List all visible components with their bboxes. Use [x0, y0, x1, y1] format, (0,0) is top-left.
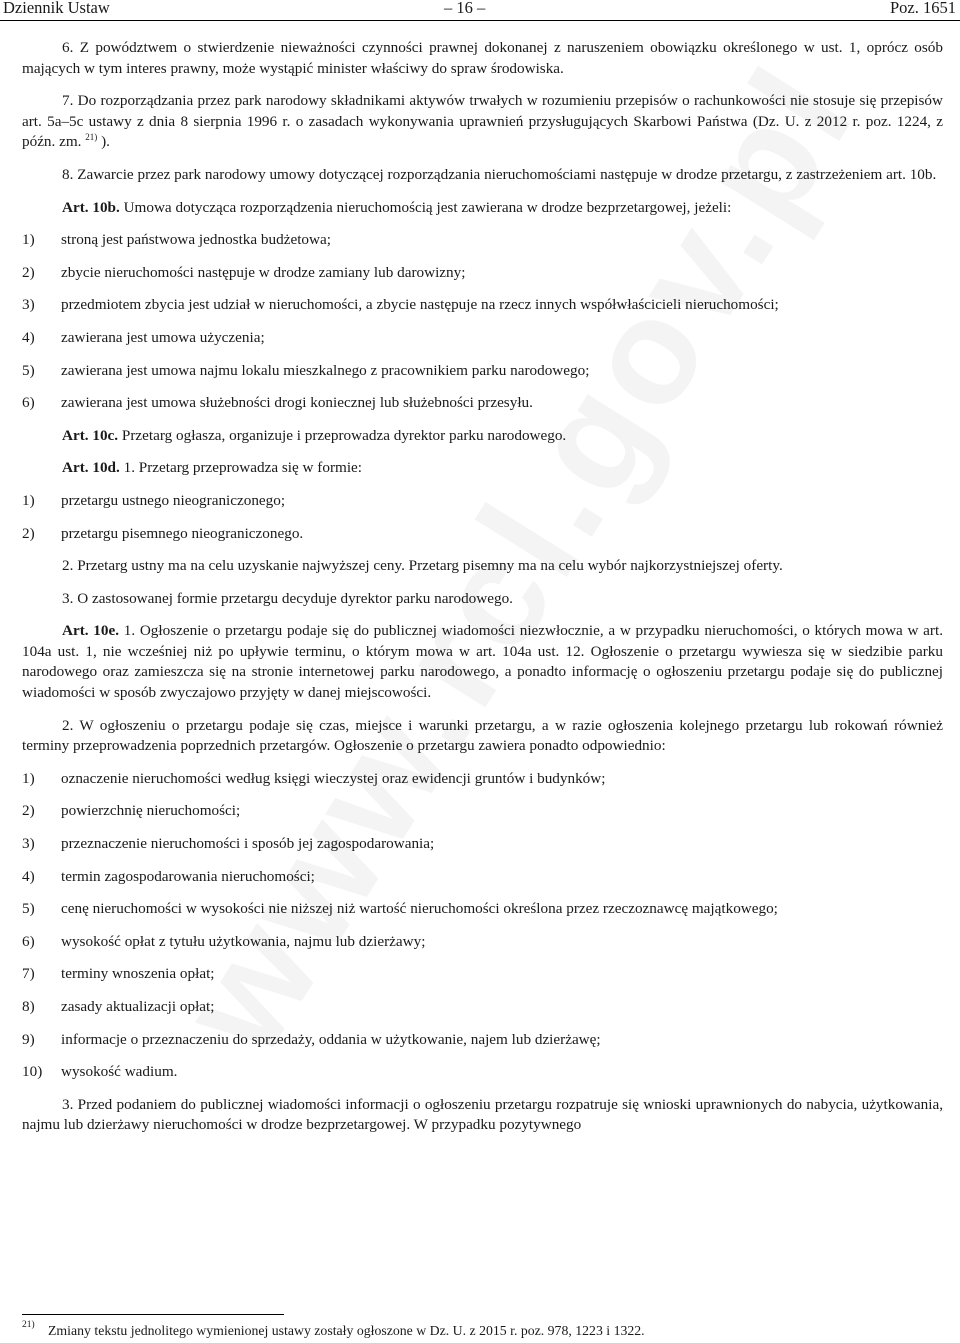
- footnote-text: Zmiany tekstu jednolitego wymienionej ustawy zostały ogłoszone w Dz. U. z 2015 r. poz. 978, 1223 i 1322.: [48, 1323, 645, 1338]
- list-item-text: zawierana jest umowa najmu lokalu mieszkalnego z pracownikiem parku narodowego;: [61, 361, 590, 379]
- list-item: [22, 393, 943, 414]
- page-number: – 16 –: [444, 0, 486, 17]
- article-10c: Art. 10c. Przetarg ogłasza, organizuje i przeprowadza dyrektor parku narodowego.: [62, 426, 567, 444]
- list-item-text: cenę nieruchomości w wysokości nie niższej niż wartość nieruchomości określona przez rzeczoznawcę majątkowego;: [61, 900, 778, 918]
- list-item: [22, 361, 943, 382]
- list-item-text: terminy wnoszenia opłat;: [61, 965, 215, 983]
- list-item: [22, 328, 943, 349]
- paragraph-8: 8. Zawarcie przez park narodowy umowy dotyczącej rozporządzania nieruchomościami następuje w drodze przetargu, z zastrzeżeniem art. 10b.: [62, 165, 937, 183]
- list-item-text: oznaczenie nieruchomości według księgi wieczystej oraz ewidencji gruntów i budynków;: [61, 769, 606, 787]
- list-item-text: informacje o przeznaczeniu do sprzedaży, oddania w użytkowanie, najem lub dzierżawę;: [61, 1030, 601, 1048]
- position-number: Poz. 1651: [890, 0, 956, 17]
- list-item-text: wysokość opłat z tytułu użytkowania, najmu lub dzierżawy;: [61, 932, 426, 950]
- list-item: [22, 834, 943, 855]
- article-label: Art. 10b.: [62, 198, 120, 216]
- list-item-number: 4): [22, 328, 35, 346]
- list-item-text: przeznaczenie nieruchomości i sposób jej zagospodarowania;: [61, 835, 435, 853]
- article-label: Art. 10e.: [62, 622, 120, 640]
- list-item-text: powierzchnię nieruchomości;: [61, 802, 241, 820]
- list-item-number: 1): [22, 491, 35, 509]
- article-10d-par-3: 3. O zastosowanej formie przetargu decyduje dyrektor parku narodowego.: [62, 589, 513, 607]
- list-item: [22, 524, 943, 545]
- list-item: [22, 491, 943, 512]
- list-item-number: 2): [22, 263, 35, 281]
- list-item-number: 5): [22, 900, 35, 918]
- article-10e: Art. 10e. 1. Ogłoszenie o przetargu podaje się do publicznej wiadomości niezwłocznie, a w przypadku nieruchomości, o których mowa w art. 104a ust. 1, nie wcześniej niż po upływie terminu, o którym mowa w art. 104a ust. 12. Ogłoszenie o przetargu wywiesza się w siedzibie parku narodowego oraz zamieszcza się na stronie internetowej parku narodowego, a ponadto informację o ogłoszeniu przetargu podaje się do publicznej wiadomości w sposób zwyczajowo przyjęty w danej miejscowości.: [22, 622, 943, 702]
- list-10d: [22, 491, 943, 544]
- list-item-text: zawierana jest umowa użyczenia;: [61, 328, 265, 346]
- list-item-number: 3): [22, 835, 35, 853]
- article-label: Art. 10d.: [62, 459, 120, 477]
- document-body: [22, 38, 943, 1148]
- page-header: [0, 0, 960, 21]
- list-item-text: przetargu pisemnego nieograniczonego.: [61, 524, 304, 542]
- footnote-separator: [22, 1314, 284, 1315]
- list-item: [22, 997, 943, 1018]
- list-item: [22, 769, 943, 790]
- list-item-number: 10): [22, 1063, 43, 1081]
- paragraph-7: 7. Do rozporządzania przez park narodowy składnikami aktywów trwałych w rozumieniu przepisów o rachunkowości nie stosuje się przepisów art. 5a–5c ustawy z dnia 8 sierpnia 1996 r. o zasadach wykonywania uprawnień przysługujących Skarbowi Państwa (Dz. U. z 2012 r. poz. 1224, z późn. zm. $^{21)}$ ).: [22, 92, 943, 151]
- list-item-text: zasady aktualizacji opłat;: [61, 998, 215, 1015]
- list-item-text: zawierana jest umowa służebności drogi koniecznej lub służebności przesyłu.: [61, 394, 533, 412]
- article-10e-par-2: 2. W ogłoszeniu o przetargu podaje się czas, miejsce i warunki przetargu, a w razie ogłoszenia kolejnego przetargu lub rokowań również terminy przeprowadzenia poprzednich przetargów. Ogłoszenie o przetargu zawiera ponadto odpowiednio:: [22, 716, 943, 755]
- article-10b: Art. 10b. Umowa dotycząca rozporządzenia nieruchomością jest zawierana w drodze bezprzetargowej, jeżeli:: [62, 198, 732, 216]
- list-item: [22, 1030, 943, 1051]
- article-label: Art. 10c.: [62, 426, 119, 444]
- list-item-number: 1): [22, 231, 35, 249]
- footnote-ref[interactable]: 21): [85, 132, 98, 143]
- list-item-number: 6): [22, 394, 35, 412]
- list-item: [22, 801, 943, 822]
- list-item: [22, 932, 943, 953]
- list-item-text: zbycie nieruchomości następuje w drodze zamiany lub darowizny;: [61, 263, 466, 281]
- article-10e-par-3: 3. Przed podaniem do publicznej wiadomości informacji o ogłoszeniu przetargu rozpatruje się wnioski uprawnionych do nabycia, użytkowania, najmu lub dzierżawy nieruchomości w drodze bezprzetargowej. W przypadku pozytywnego: [22, 1095, 943, 1134]
- list-item-number: 1): [22, 769, 35, 787]
- list-10b: [22, 230, 943, 414]
- list-item-number: 2): [22, 524, 35, 542]
- list-item: [22, 230, 943, 251]
- footnote-mark: 21): [22, 1320, 35, 1330]
- list-item-number: 5): [22, 361, 35, 379]
- list-item-number: 4): [22, 867, 35, 885]
- list-item: [22, 1062, 943, 1083]
- list-item: [22, 899, 943, 920]
- article-10d: Art. 10d. 1. Przetarg przeprowadza się w formie:: [62, 459, 362, 477]
- article-10d-par-2: 2. Przetarg ustny ma na celu uzyskanie najwyższej ceny. Przetarg pisemny ma na celu wybór najkorzystniejszej oferty.: [62, 557, 783, 575]
- list-item-text: przedmiotem zbycia jest udział w nieruchomości, a zbycie następuje na rzecz innych współwłaścicieli nieruchomości;: [61, 296, 779, 314]
- list-item-text: termin zagospodarowania nieruchomości;: [61, 867, 315, 885]
- paragraph-6: 6. Z powództwem o stwierdzenie nieważności czynności prawnej dokonanej z naruszeniem obowiązku określonego w ust. 1, oprócz osób mających w tym interes prawny, może wystąpić minister właściwy do spraw środowiska.: [22, 39, 943, 77]
- list-10e: [22, 769, 943, 1083]
- list-item-number: 7): [22, 965, 35, 983]
- journal-title: Dziennik Ustaw: [3, 0, 110, 17]
- list-item-text: wysokość wadium.: [61, 1063, 178, 1081]
- list-item-text: przetargu ustnego nieograniczonego;: [61, 491, 286, 509]
- list-item-number: 3): [22, 296, 35, 314]
- list-item: [22, 867, 943, 888]
- list-item: [22, 263, 943, 284]
- list-item-number: 2): [22, 802, 35, 820]
- list-item: [22, 964, 943, 985]
- list-item: [22, 295, 943, 316]
- list-item-text: stroną jest państwowa jednostka budżetowa;: [61, 231, 331, 249]
- list-item-number: 6): [22, 932, 35, 950]
- list-item-number: 8): [22, 998, 35, 1015]
- list-item-number: 9): [22, 1030, 35, 1048]
